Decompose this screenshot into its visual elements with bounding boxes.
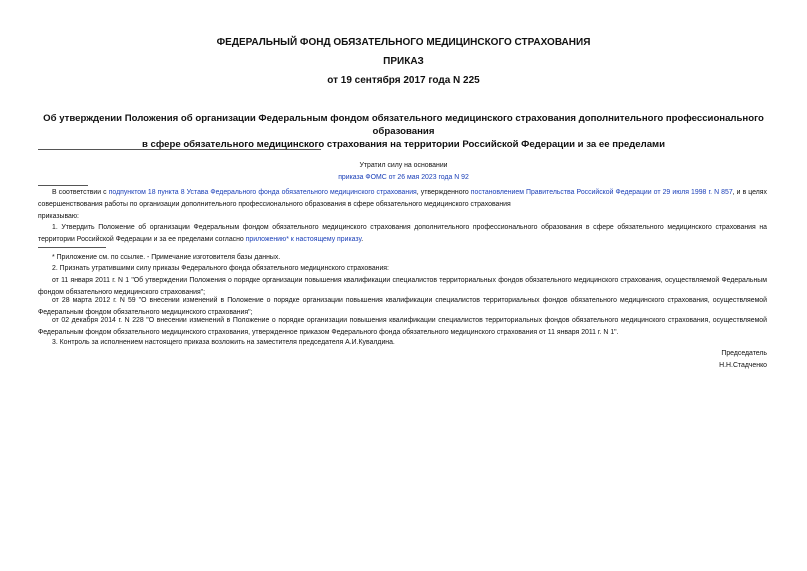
divider-short <box>38 185 88 186</box>
footnote-divider <box>38 247 106 248</box>
title-line-1: Об утверждении Положения об организации Федеральным фондом обязательного медицинского страхования дополнительного профессионального образования <box>43 113 764 137</box>
preamble-text-3: , и в целях совершенствования работы по организации дополнительного профессионального образования в сфере обязательного медицинского страхования <box>38 189 767 208</box>
title-line-2: в сфере обязательного медицинского страхования на территории Российской Федерации и за ее пределами <box>141 139 666 150</box>
item-2-order-b: от 28 марта 2012 г. N 59 "О внесении изменений в Положение о порядке организации повышения квалификации специалистов территориальных фондов обязательного медицинского страхования, осуществляемой Федеральным фондом обязательного медицинского страхования"; <box>38 297 767 316</box>
appendix-link[interactable]: приложению* к настоящему приказу <box>245 236 362 243</box>
signature-name: Н.Н.Стадченко <box>719 362 767 369</box>
signature-block <box>719 348 767 372</box>
divider-top <box>38 149 321 150</box>
item-1-text: 1. Утвердить Положение об организации Федеральным фондом обязательного медицинского страхования дополнительного профессионального образования в сфере обязательного медицинского страхования на территории Российской Федерации и за ее пределами согласно <box>38 224 767 243</box>
document-title <box>38 112 769 151</box>
item-1-end: . <box>361 236 364 243</box>
status-line: Утратил силу на основании <box>359 162 448 169</box>
organization-name: ФЕДЕРАЛЬНЫЙ ФОНД ОБЯЗАТЕЛЬНОГО МЕДИЦИНСКОГО СТРАХОВАНИЯ <box>216 37 591 48</box>
preamble-text-2: , утвержденного <box>416 189 471 196</box>
signature-position: Председатель <box>721 350 767 357</box>
item-1 <box>38 222 767 246</box>
preamble <box>38 187 767 211</box>
document-date-number: от 19 сентября 2017 года N 225 <box>327 75 480 86</box>
orders-word: приказываю: <box>38 213 79 220</box>
repeal-link[interactable]: приказа ФОМС от 26 мая 2023 года N 92 <box>338 174 469 181</box>
footnote: * Приложение см. по ссылке. - Примечание изготовителя базы данных. <box>52 254 281 261</box>
item-2-order-a: от 11 января 2011 г. N 1 "Об утверждении Положения о порядке организации повышения квалификации специалистов территориальных фондов обязательного медицинского страхования, осуществляемой Федеральным фондом обязательного медицинского страхования"; <box>38 277 767 296</box>
status-note <box>0 160 807 184</box>
item-2-order-c: от 02 декабря 2014 г. N 228 "О внесении изменений в Положение о порядке организации повышения квалификации специалистов территориальных фондов обязательного медицинского страхования, осуществляемой Федеральным фондом обязательного медицинского страхования, утвержденное приказом Федерального фонда обязательного медицинского страхования от 11 января 2011 г. N 1". <box>38 317 767 336</box>
preamble-text-1: В соответствии с <box>52 189 109 196</box>
item-3: 3. Контроль за исполнением настоящего приказа возложить на заместителя председателя А.И.Кувалдина. <box>52 339 395 346</box>
government-decree-link[interactable]: постановлением Правительства Российской Федерации от 29 июля 1998 г. N 857 <box>470 189 733 196</box>
charter-link[interactable]: подпунктом 18 пункта 8 Устава Федерального фонда обязательного медицинского страхования <box>108 189 417 196</box>
document-type: ПРИКАЗ <box>383 56 424 67</box>
item-2-intro: 2. Признать утратившими силу приказы Федерального фонда обязательного медицинского страхования: <box>52 265 389 272</box>
